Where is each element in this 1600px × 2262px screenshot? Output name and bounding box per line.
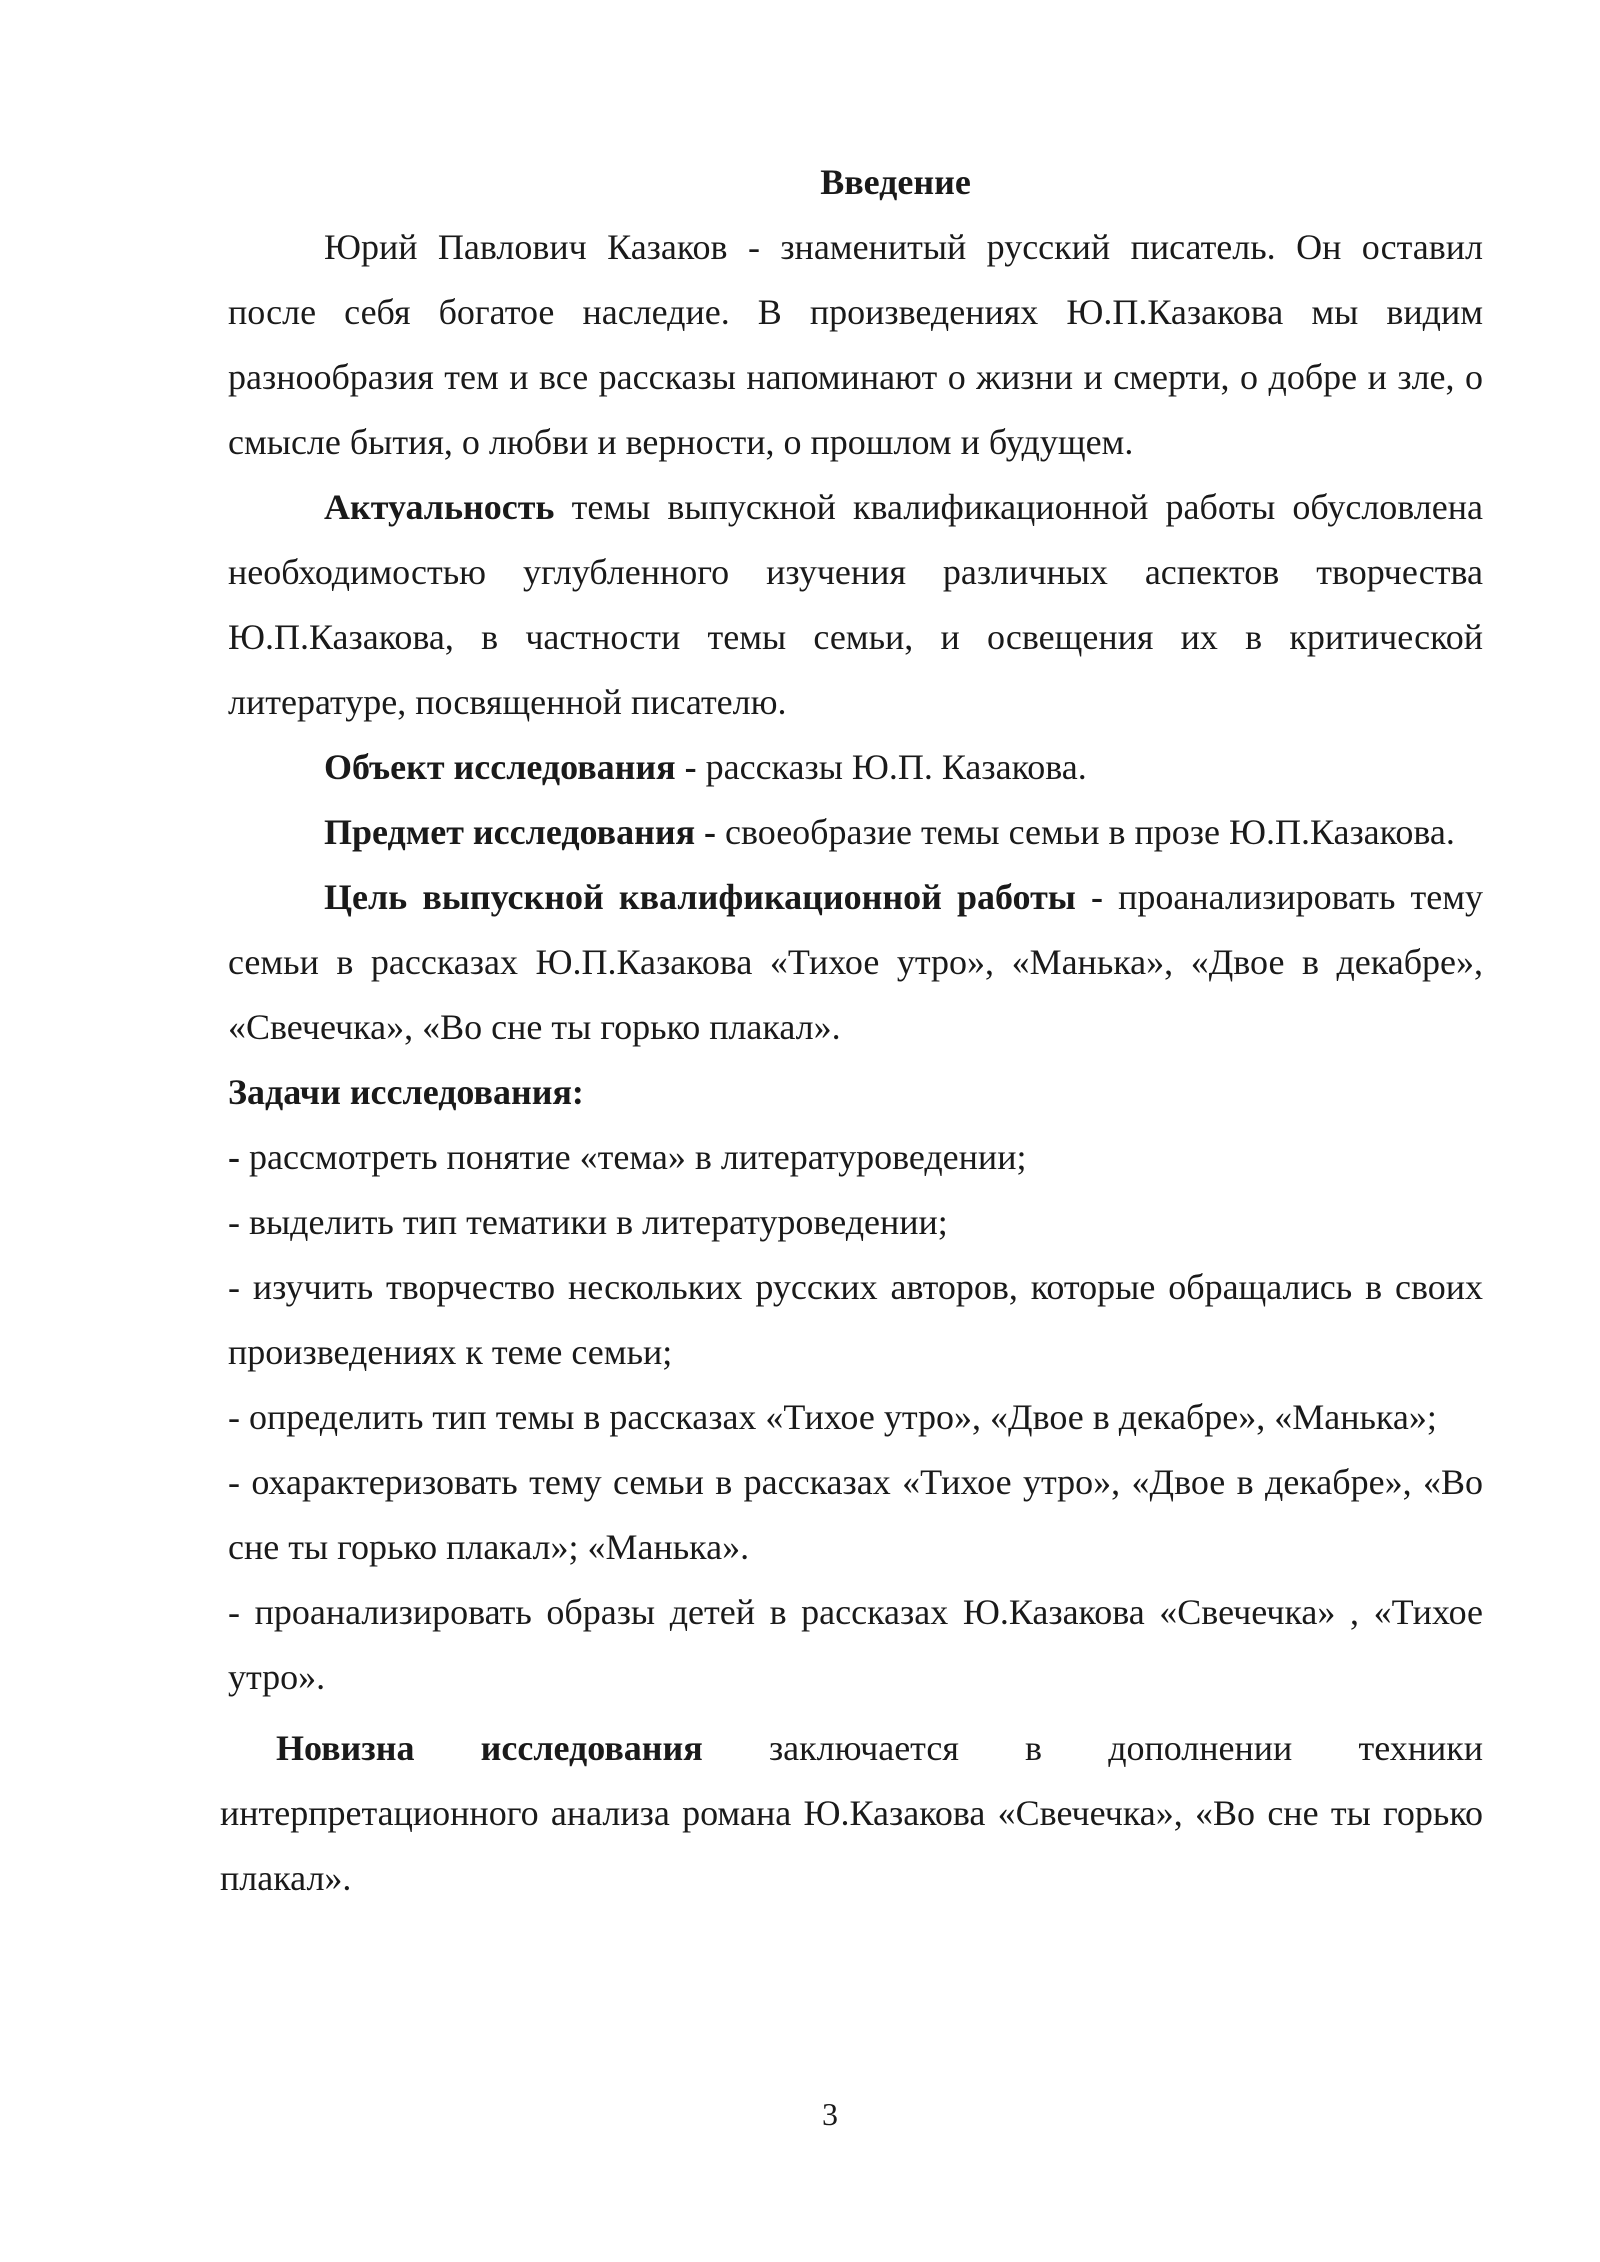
subject-label: Предмет исследования - (324, 812, 717, 852)
section-heading: Введение (820, 162, 971, 202)
task-item (228, 1385, 1483, 1450)
document-body (220, 150, 1484, 1911)
task-text: - выделить тип тематики в литературоведении; (228, 1202, 948, 1242)
relevance-paragraph (228, 475, 1483, 735)
goal-text: проанализировать тему семьи в рассказах Ю.П.Казакова «Тихое утро», «Манька», «Двое в декабре», «Свечечка», «Во сне ты горько плакал». (228, 877, 1484, 1047)
task-text: - определить тип темы в рассказах «Тихое утро», «Двое в декабре», «Манька»; (228, 1397, 1437, 1437)
task-text: - проанализировать образы детей в рассказах Ю.Казакова «Свечечка» , «Тихое утро». (228, 1592, 1483, 1697)
task-text: - охарактеризовать тему семьи в рассказах «Тихое утро», «Двое в декабре», «Во сне ты горько плакал»; «Манька». (228, 1462, 1483, 1567)
relevance-label: Актуальность (324, 487, 555, 527)
novelty-text: заключается в дополнении техники интерпретационного анализа романа Ю.Казакова «Свечечка», «Во сне ты горько плакал». (220, 1728, 1483, 1898)
subject-text: своеобразие темы семьи в прозе Ю.П.Казакова. (716, 812, 1455, 852)
object-paragraph (228, 735, 1483, 800)
task-text: - изучить творчество нескольких русских авторов, которые обращались в своих произведениях к теме семьи; (228, 1267, 1483, 1372)
object-text: рассказы Ю.П. Казакова. (696, 747, 1087, 787)
task-item (228, 1125, 1483, 1190)
subject-paragraph (228, 800, 1483, 865)
task-text: рассмотреть понятие «тема» в литературоведении; (240, 1137, 1027, 1177)
goal-paragraph (228, 865, 1483, 1060)
intro-paragraph: Юрий Павлович Казаков - знаменитый русский писатель. Он оставил после себя богатое наследие. В произведениях Ю.П.Казакова мы видим разнообразия тем и все рассказы напоминают о жизни и смерти, о добре и зле, о смысле бытия, о любви и верности, о прошлом и будущем. (228, 227, 1483, 462)
object-label: Объект исследования - (324, 747, 697, 787)
tasks-heading: Задачи исследования: (228, 1072, 584, 1112)
goal-label: Цель выпускной квалификационной работы - (324, 877, 1103, 917)
task-item (228, 1255, 1483, 1385)
novelty-paragraph (220, 1716, 1483, 1911)
task-item (228, 1190, 1483, 1255)
task-item (228, 1450, 1483, 1580)
relevance-text: темы выпускной квалификационной работы обусловлена необходимостью углубленного изучения различных аспектов творчества Ю.П.Казакова, в частности темы семьи, и освещения их в критической литературе, посвященной писателю. (228, 487, 1483, 722)
task-item (228, 1580, 1483, 1710)
task-dash: - (228, 1137, 240, 1177)
page-number: 3 (822, 2096, 838, 2132)
novelty-label: Новизна исследования (276, 1728, 703, 1768)
